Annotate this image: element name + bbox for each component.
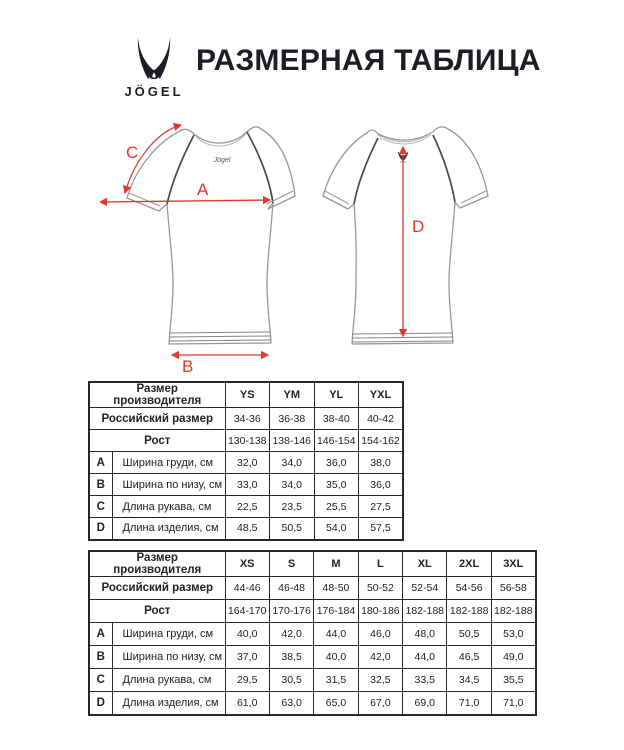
measure-label-cell: Длина изделия, см [112, 518, 225, 540]
value-cell: 22,5 [225, 496, 270, 518]
header-row-label: Размер производителя [89, 382, 225, 408]
value-cell: 54,0 [314, 518, 359, 540]
value-cell: 36-38 [270, 408, 315, 430]
measure-letter-cell: D [89, 692, 112, 715]
measure-label-cell: Длина изделия, см [112, 692, 225, 715]
value-cell: 182-188 [447, 600, 491, 623]
value-cell: 146-154 [314, 430, 359, 452]
value-cell: 164-170 [225, 600, 269, 623]
value-cell: 53,0 [491, 623, 535, 646]
measure-letter-cell: B [89, 474, 112, 496]
value-cell: 27,5 [359, 496, 404, 518]
back-shirt-outline [323, 127, 488, 344]
value-cell: 46-48 [269, 577, 313, 600]
value-cell: 50,5 [270, 518, 315, 540]
value-cell: 32,5 [358, 669, 402, 692]
table-measure-row [89, 474, 403, 496]
shirt-front-diagram [100, 112, 304, 376]
value-cell: 44,0 [403, 646, 447, 669]
value-cell: 34-36 [225, 408, 270, 430]
size-code-cell: L [358, 551, 402, 577]
value-cell: 130-138 [225, 430, 270, 452]
value-cell: 65,0 [314, 692, 358, 715]
value-cell: 44,0 [314, 623, 358, 646]
measure-letter-cell: D [89, 518, 112, 540]
header-row-label: Российский размер [89, 577, 225, 600]
value-cell: 180-186 [358, 600, 402, 623]
value-cell: 42,0 [269, 623, 313, 646]
front-chest-logo: Jögel [213, 157, 231, 164]
value-cell: 35,5 [491, 669, 535, 692]
value-cell: 138-146 [270, 430, 315, 452]
header-row-label: Российский размер [89, 408, 225, 430]
size-code-cell: YXL [359, 382, 404, 408]
value-cell: 23,5 [270, 496, 315, 518]
measure-label-b: B [182, 357, 194, 376]
value-cell: 33,5 [403, 669, 447, 692]
measure-label-cell: Ширина по низу, см [112, 646, 225, 669]
table-measure-row [89, 692, 536, 715]
size-table-adult [88, 550, 537, 716]
value-cell: 176-184 [314, 600, 358, 623]
measure-letter-cell: A [89, 452, 112, 474]
value-cell: 37,0 [225, 646, 269, 669]
table-measure-row [89, 646, 536, 669]
value-cell: 46,5 [447, 646, 491, 669]
size-table-youth [88, 381, 404, 541]
value-cell: 34,0 [270, 474, 315, 496]
value-cell: 71,0 [491, 692, 535, 715]
page-title: РАЗМЕРНАЯ ТАБЛИЦА [196, 44, 541, 77]
value-cell: 63,0 [269, 692, 313, 715]
value-cell: 67,0 [358, 692, 402, 715]
size-code-cell: S [269, 551, 313, 577]
measure-label-cell: Длина рукава, см [112, 496, 225, 518]
table-header-row [89, 551, 536, 577]
value-cell: 42,0 [358, 646, 402, 669]
size-code-cell: 2XL [447, 551, 491, 577]
size-code-cell: YS [225, 382, 270, 408]
value-cell: 36,0 [359, 474, 404, 496]
value-cell: 30,5 [269, 669, 313, 692]
value-cell: 29,5 [225, 669, 269, 692]
value-cell: 49,0 [491, 646, 535, 669]
value-cell: 32,0 [225, 452, 270, 474]
jogel-logo-icon [125, 36, 183, 82]
value-cell: 48,0 [403, 623, 447, 646]
shirt-back-diagram [312, 112, 516, 376]
measure-letter-cell: C [89, 496, 112, 518]
value-cell: 38,5 [269, 646, 313, 669]
table-header-row [89, 382, 403, 408]
value-cell: 48-50 [314, 577, 358, 600]
header-row-label: Размер производителя [89, 551, 225, 577]
value-cell: 36,0 [314, 452, 359, 474]
value-cell: 38-40 [314, 408, 359, 430]
value-cell: 154-162 [359, 430, 404, 452]
header-row-label: Рост [89, 600, 225, 623]
value-cell: 52-54 [403, 577, 447, 600]
value-cell: 57,5 [359, 518, 404, 540]
value-cell: 40-42 [359, 408, 404, 430]
table-measure-row [89, 669, 536, 692]
value-cell: 40,0 [225, 623, 269, 646]
value-cell: 48,5 [225, 518, 270, 540]
size-code-cell: YM [270, 382, 315, 408]
size-code-cell: XS [225, 551, 269, 577]
table-header-row [89, 600, 536, 623]
front-shirt-outline [127, 127, 295, 344]
value-cell: 54-56 [447, 577, 491, 600]
measure-label-d: D [412, 217, 425, 236]
value-cell: 50-52 [358, 577, 402, 600]
brand-name: JÖGEL [124, 84, 184, 99]
measure-label-a: A [197, 180, 209, 199]
value-cell: 182-188 [403, 600, 447, 623]
value-cell: 40,0 [314, 646, 358, 669]
size-code-cell: XL [403, 551, 447, 577]
value-cell: 182-188 [491, 600, 535, 623]
table-header-row [89, 577, 536, 600]
table-measure-row [89, 623, 536, 646]
size-code-cell: YL [314, 382, 359, 408]
header-row-label: Рост [89, 430, 225, 452]
value-cell: 25,5 [314, 496, 359, 518]
table-measure-row [89, 496, 403, 518]
value-cell: 69,0 [403, 692, 447, 715]
value-cell: 31,5 [314, 669, 358, 692]
measure-label-cell: Ширина груди, см [112, 452, 225, 474]
measure-label-cell: Ширина груди, см [112, 623, 225, 646]
value-cell: 71,0 [447, 692, 491, 715]
brand-logo [104, 36, 204, 106]
table-header-row [89, 408, 403, 430]
measure-label-cell: Ширина по низу, см [112, 474, 225, 496]
table-header-row [89, 430, 403, 452]
size-code-cell: M [314, 551, 358, 577]
value-cell: 34,5 [447, 669, 491, 692]
measure-label-cell: Длина рукава, см [112, 669, 225, 692]
measure-letter-cell: A [89, 623, 112, 646]
measure-letter-cell: B [89, 646, 112, 669]
value-cell: 50,5 [447, 623, 491, 646]
value-cell: 56-58 [491, 577, 535, 600]
measure-label-c: C [126, 143, 139, 162]
value-cell: 38,0 [359, 452, 404, 474]
value-cell: 34,0 [270, 452, 315, 474]
measure-letter-cell: C [89, 669, 112, 692]
value-cell: 44-46 [225, 577, 269, 600]
value-cell: 61,0 [225, 692, 269, 715]
table-measure-row [89, 452, 403, 474]
table-measure-row [89, 518, 403, 540]
size-code-cell: 3XL [491, 551, 535, 577]
value-cell: 170-176 [269, 600, 313, 623]
value-cell: 35,0 [314, 474, 359, 496]
value-cell: 33,0 [225, 474, 270, 496]
value-cell: 46,0 [358, 623, 402, 646]
